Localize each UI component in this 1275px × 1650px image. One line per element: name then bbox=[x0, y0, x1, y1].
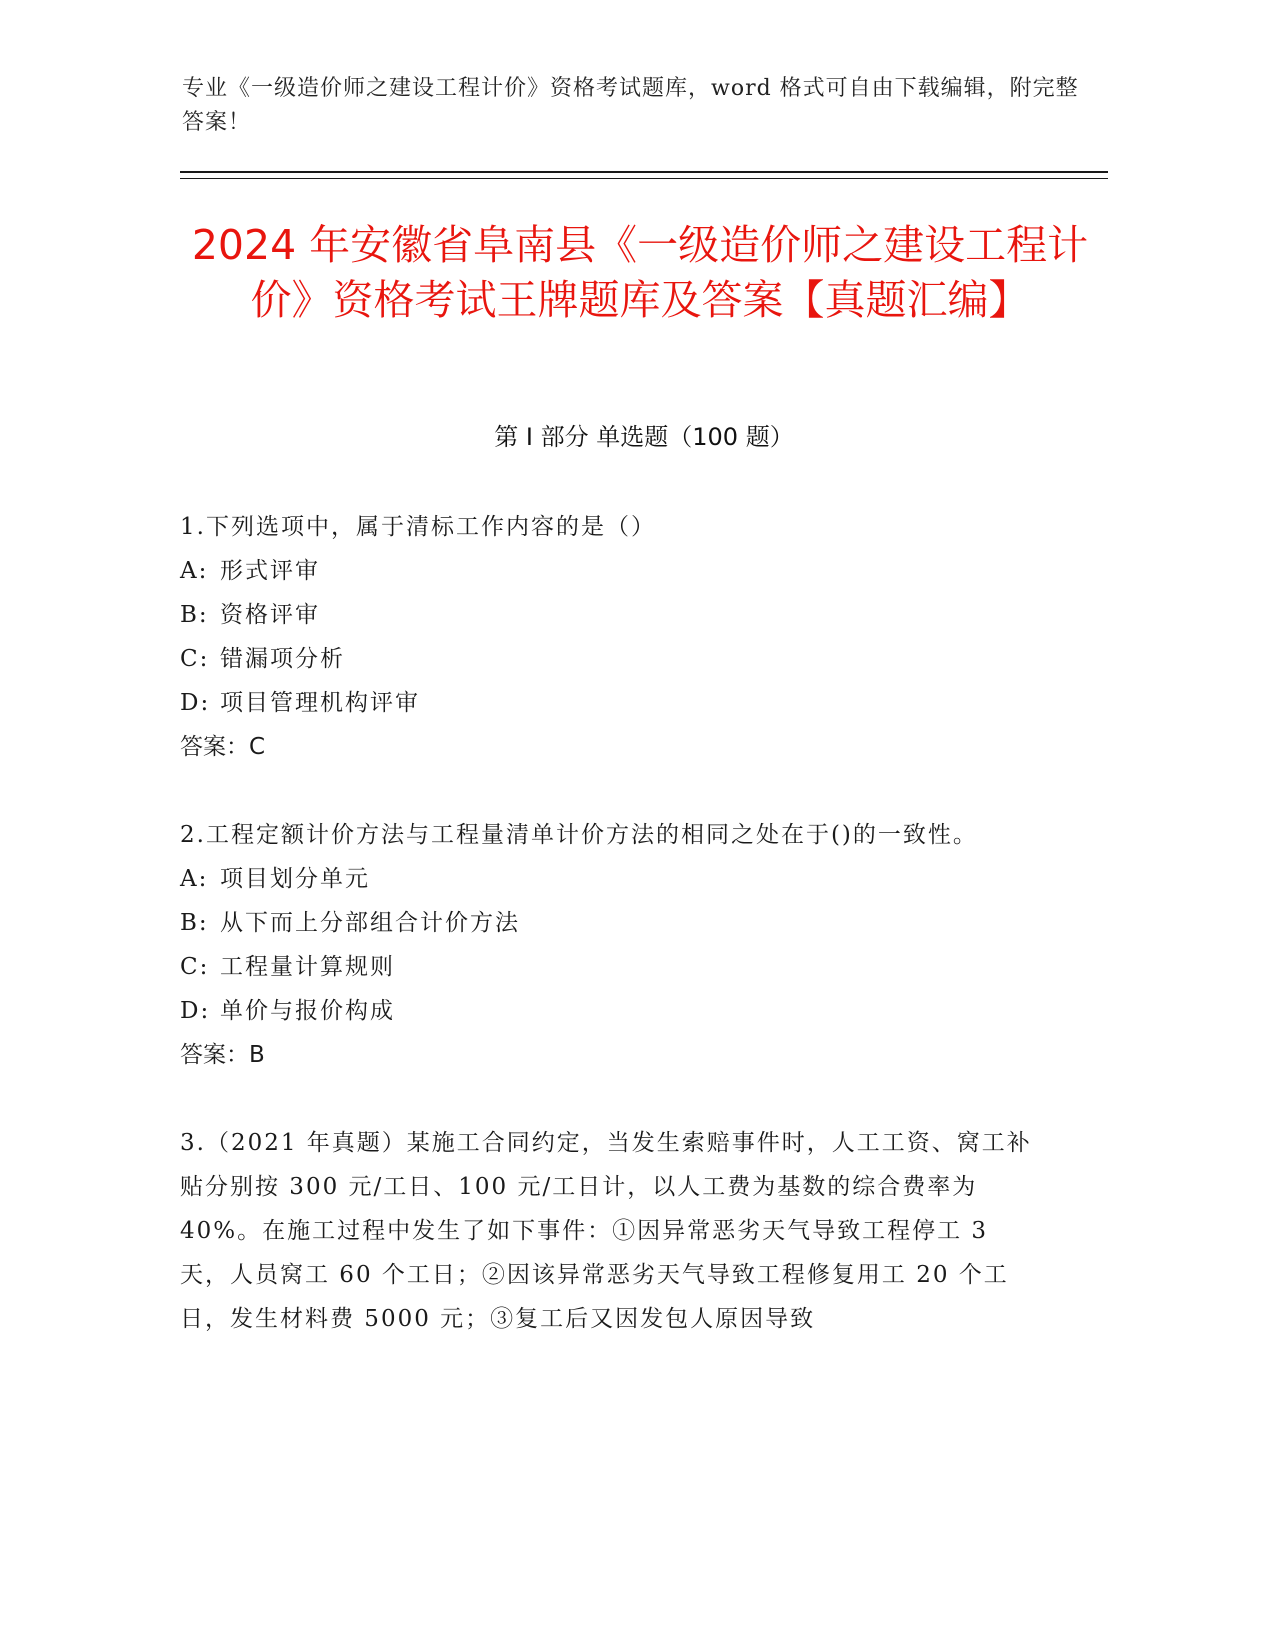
option-b bbox=[180, 593, 1040, 637]
option-text: 错漏项分析 bbox=[220, 646, 345, 672]
header-note: 专业《一级造价师之建设工程计价》资格考试题库，word 格式可自由下载编辑，附完整答案！ bbox=[182, 76, 1079, 135]
question-stem: 2.工程定额计价方法与工程量清单计价方法的相同之处在于()的一致性。 bbox=[180, 822, 978, 848]
question-list bbox=[180, 505, 1040, 1385]
option-a bbox=[180, 549, 1040, 593]
option-key: A: bbox=[180, 558, 209, 584]
option-text: 形式评审 bbox=[220, 558, 320, 584]
option-key: B: bbox=[180, 910, 209, 936]
option-c bbox=[180, 945, 1040, 989]
option-text: 资格评审 bbox=[220, 602, 320, 628]
option-key: A: bbox=[180, 866, 209, 892]
option-text: 单价与报价构成 bbox=[220, 998, 395, 1024]
question-stem: 3.（2021 年真题）某施工合同约定，当发生索赔事件时，人工工资、窝工补贴分别按 300 元/工日、100 元/工日计，以人工费为基数的综合费率为 40%。在施工过程中发生了如下事件：①因异常恶劣天气导致工程停工 3 天，人员窝工 60 个工日；②因该异常恶劣天气导致工程修复用工 20 个工日，发生材料费 5000 元；③复工后又因发包人原因导致 bbox=[180, 1130, 1032, 1332]
option-text: 项目划分单元 bbox=[220, 866, 370, 892]
option-b bbox=[180, 901, 1040, 945]
option-key: B: bbox=[180, 602, 209, 628]
answer: 答案：B bbox=[180, 1042, 265, 1068]
question-stem: 1.下列选项中，属于清标工作内容的是（） bbox=[180, 514, 656, 540]
question-1 bbox=[180, 505, 1040, 769]
header-divider-thin bbox=[180, 178, 1108, 179]
option-key: C: bbox=[180, 646, 210, 672]
option-key: C: bbox=[180, 954, 210, 980]
option-key: D: bbox=[180, 690, 211, 716]
section-heading: 第 I 部分 单选题（100 题） bbox=[494, 423, 794, 451]
option-text: 项目管理机构评审 bbox=[220, 690, 420, 716]
option-d bbox=[180, 681, 1040, 725]
option-text: 从下而上分部组合计价方法 bbox=[220, 910, 520, 936]
document-title: 2024 年安徽省阜南县《一级造价师之建设工程计价》资格考试王牌题库及答案【真题汇编】 bbox=[191, 221, 1089, 324]
answer: 答案：C bbox=[180, 734, 266, 760]
option-d bbox=[180, 989, 1040, 1033]
question-2 bbox=[180, 813, 1040, 1077]
option-text: 工程量计算规则 bbox=[220, 954, 395, 980]
option-key: D: bbox=[180, 998, 211, 1024]
option-a bbox=[180, 857, 1040, 901]
option-c bbox=[180, 637, 1040, 681]
header-divider-thick bbox=[180, 171, 1108, 173]
question-3 bbox=[180, 1121, 1040, 1341]
